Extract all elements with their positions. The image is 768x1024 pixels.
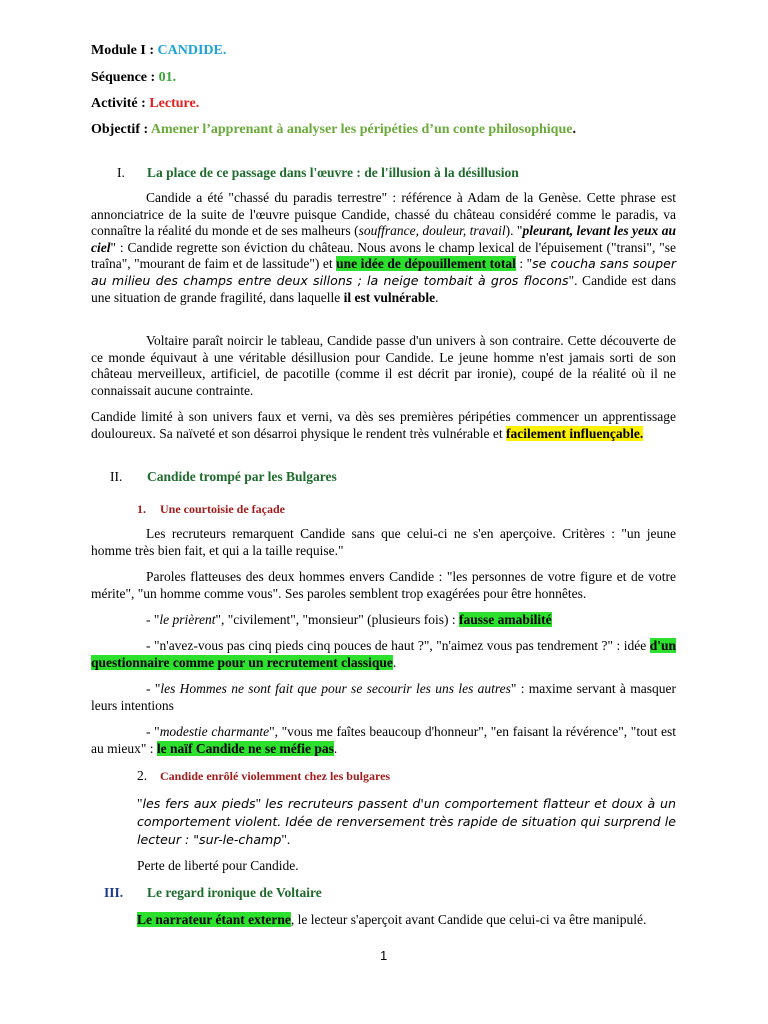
highlight: fausse amabilité [459,612,552,627]
highlight: Le narrateur étant externe [137,912,291,927]
section-2-title: Candide trompé par les Bulgares [147,469,337,484]
subsection-1-number: 1. [137,502,146,516]
section-2-paragraph-1: Les recruteurs remarquent Candide sans que celui-ci ne s'en aperçoive. Critères : "un jeune homme très bien fait, et qui a la taille requise." [91,526,676,558]
highlight: facilement influençable. [506,425,644,441]
section-2-paragraph-3: "les fers aux pieds" les recruteurs passent d'un comportement flatteur et doux à un comportement violent. Idée de renversement très rapide de situation qui surprend le lecteur : "sur-le-champ". [137,796,676,847]
objective-label: Objectif : [91,122,151,137]
bullet-4: - "modestie charmante", "vous me faîtes beaucoup d'honneur", "en faisant la révérence", "tout est au mieux" : le naïf Candide ne se méfie pas. [91,724,676,756]
module-value: CANDIDE. [157,43,227,58]
module-line [91,42,226,60]
section-2-number: II. [110,469,123,484]
section-3-paragraph-1: Le narrateur étant externe, le lecteur s'aperçoit avant Candide que celui-ci va être manipulé. [137,912,647,927]
sequence-line [91,69,176,87]
subsection-2-number: 2. [137,768,148,783]
highlight: le naïf Candide ne se méfie pas [156,740,334,756]
page-number: 1 [380,948,388,963]
activity-label: Activité : [91,96,150,111]
objective-end: . [572,122,576,137]
activity-value: Lecture. [149,96,200,111]
highlight: d'un questionnaire comme pour un recrutement classique [91,638,676,670]
section-1-paragraph-1: Candide a été "chassé du paradis terrestre" : référence à Adam de la Genèse. Cette phrase est annonciatrice de la suite de l'œuvre puisque Candide, chassé du château considéré comme le paradis, va connaître la réalité du monde et de ses malheurs (souffrance, douleur, travail). "pleurant, levant les yeux au ciel" : Candide regrette son éviction du château. Nous avons le champ lexical de l'épuisement ("transi", "se traîna", "mourant de faim et de lassitude") et une idée de dépouillement total : "se coucha sans souper au milieu des champs entre deux sillons ; la neige tombait à gros flocons". Candide est dans une situation de grande fragilité, dans laquelle il est vulnérable. [91,190,677,305]
section-2-paragraph-2: Paroles flatteuses des deux hommes envers Candide : "les personnes de votre figure et de votre mérite", "un homme comme vous". Ses paroles semblent trop exagérées pour être honnêtes. [91,569,676,601]
section-1-paragraph-2: Voltaire paraît noircir le tableau, Candide passe d'un univers à son contraire. Cette découverte de ce monde équivaut à une véritable désillusion pour Candide. Le jeune homme n'est jamais sorti de son château merveilleux, artificiel, de pacotille (comme il est décrit par ironie), coupé de la réalité où il ne connaissait aucune contrainte. [91,333,676,398]
activity-line [91,95,199,113]
objective-value: Amener l’apprenant à analyser les péripéties d’un conte philosophique [150,122,573,137]
section-1-title: La place de ce passage dans l'œuvre : de l'illusion à la désillusion [147,165,519,180]
sequence-value: 01. [158,70,177,85]
section-3-title: Le regard ironique de Voltaire [147,885,322,900]
subsection-1-title: Une courtoisie de façade [160,502,285,516]
bullet-3: - "les Hommes ne sont fait que pour se secourir les uns les autres" : maxime servant à masquer leurs intentions [91,681,676,713]
highlight: une idée de dépouillement total [336,256,516,272]
bullet-2: - "n'avez-vous pas cinq pieds cinq pouces de haut ?", "n'aimez vous pas tendrement ?" : idée d'un questionnaire comme pour un recrutement classique. [91,638,676,670]
section-1-number: I. [117,165,125,180]
subsection-2-title: Candide enrôlé violemment chez les bulgares [160,769,391,783]
section-2-paragraph-4: Perte de liberté pour Candide. [137,858,299,873]
section-3-number: III. [104,885,124,900]
module-label: Module I : [91,43,158,58]
bullet-1: - "le prièrent", "civilement", "monsieur" (plusieurs fois) : fausse amabilité [146,612,552,627]
objective-line [91,121,576,139]
section-1-paragraph-3: Candide limité à son univers faux et verni, va dès ses premières péripéties commencer un apprentissage douloureux. Sa naïveté et son désarroi physique le rendent très vulnérable et facilement influençable. [91,409,676,441]
sequence-label: Séquence : [91,70,159,85]
